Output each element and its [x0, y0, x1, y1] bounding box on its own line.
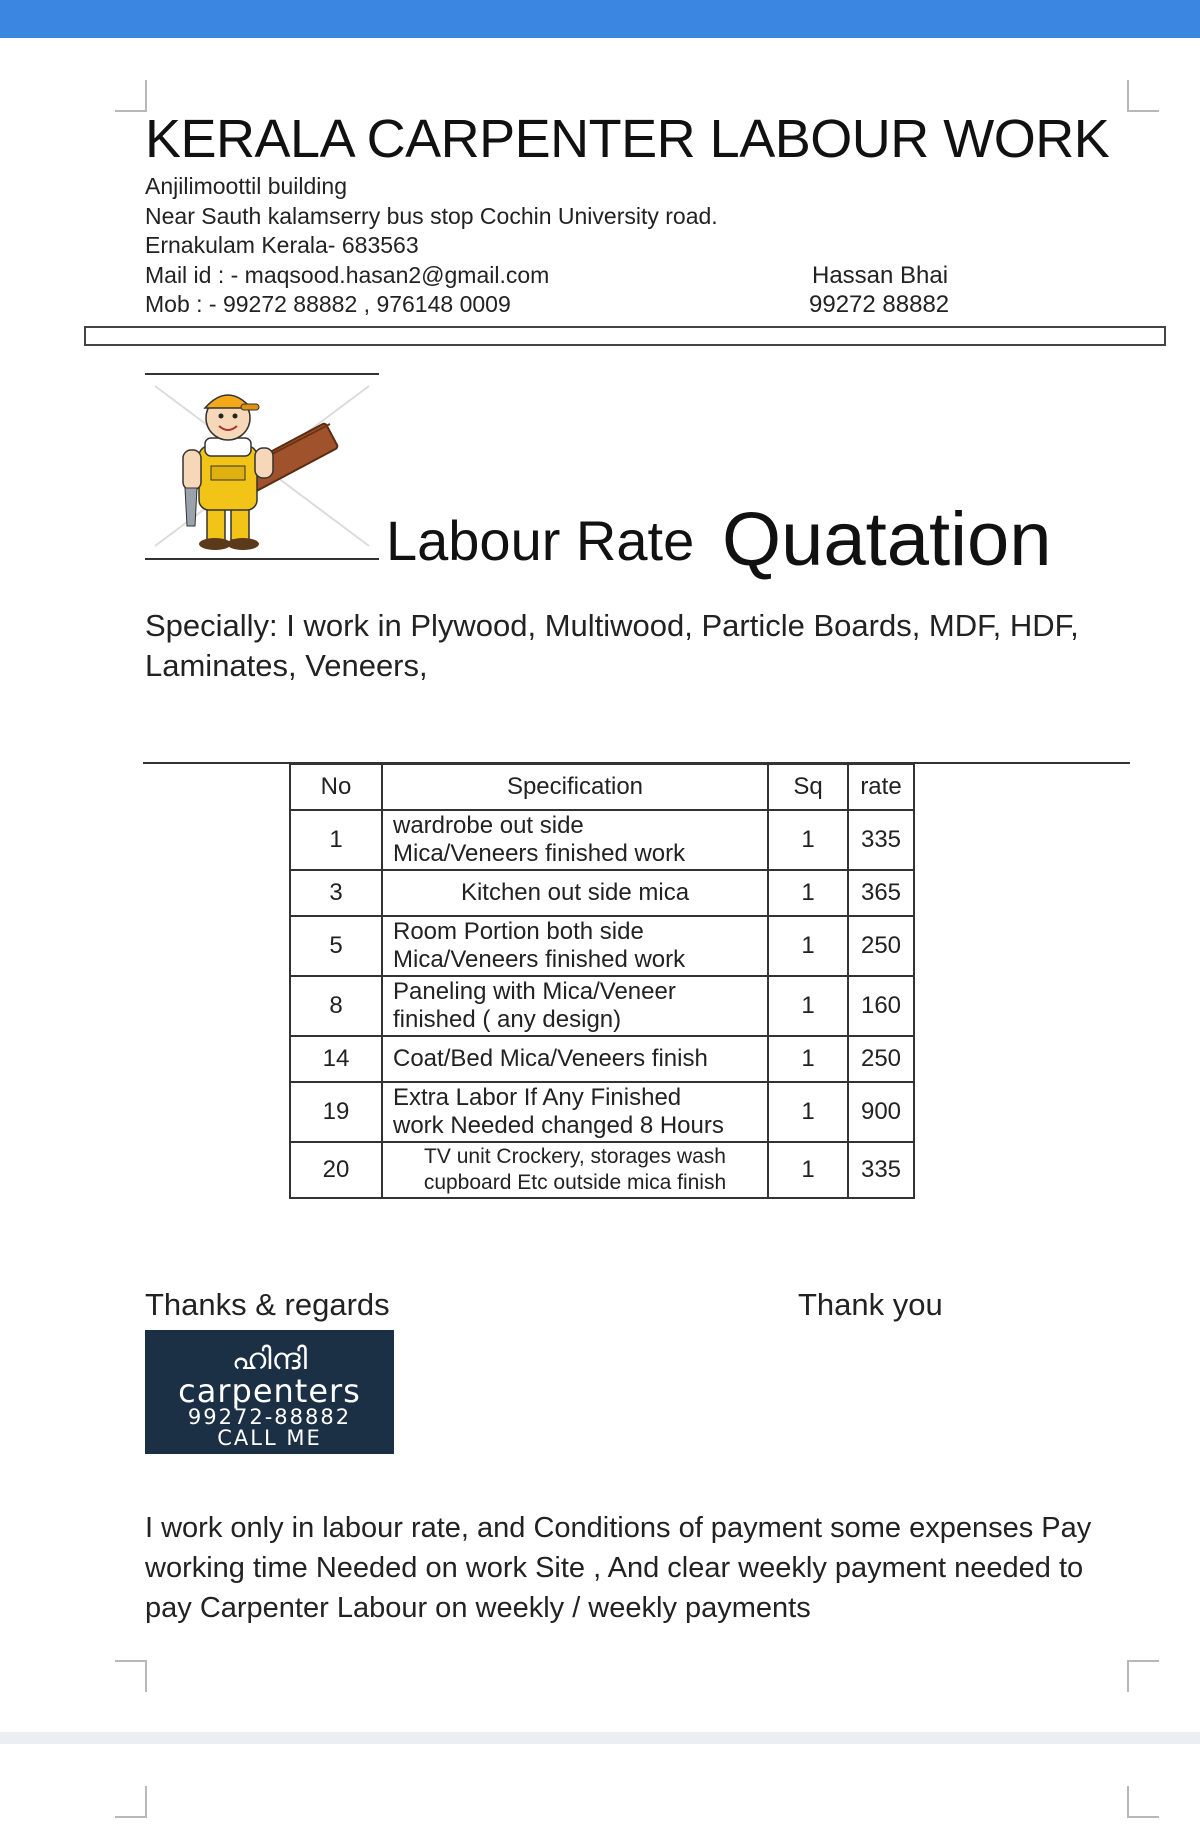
spec-line: Paneling with Mica/Veneer	[393, 978, 676, 1005]
address-line: Near Sauth kalamserry bus stop Cochin University road.	[145, 203, 718, 229]
cell-sq: 1	[768, 870, 848, 916]
header-divider-box	[84, 326, 1166, 346]
top-bar	[0, 0, 1200, 38]
cell-no: 3	[290, 870, 382, 916]
cell-rate: 335	[848, 1142, 914, 1198]
mobile-line: Mob : - 99272 88882 , 976148 0009	[145, 291, 511, 317]
column-header-sq: Sq	[768, 764, 848, 810]
table-row	[290, 1082, 914, 1142]
table-header-row	[290, 764, 914, 810]
email-line: Mail id : - maqsood.hasan2@gmail.com	[145, 262, 550, 288]
cell-sq: 1	[768, 976, 848, 1036]
logo-top-line	[145, 373, 379, 375]
specialty-statement: Specially: I work in Plywood, Multiwood, Particle Boards, MDF, HDF, Laminates, Veneers,	[145, 608, 1079, 683]
thanks-regards: Thanks & regards	[145, 1287, 390, 1322]
cell-rate: 335	[848, 810, 914, 870]
cell-rate: 365	[848, 870, 914, 916]
page-corner-mark	[115, 80, 147, 112]
logo-bottom-line	[145, 558, 379, 560]
cell-specification	[382, 1036, 768, 1082]
carpenter-illustration	[145, 376, 379, 556]
cell-specification	[382, 976, 768, 1036]
cell-no: 5	[290, 916, 382, 976]
thank-you: Thank you	[798, 1287, 943, 1322]
cell-rate: 900	[848, 1082, 914, 1142]
page-corner-mark	[1127, 1786, 1159, 1818]
cell-specification	[382, 1142, 768, 1198]
rate-table	[289, 763, 915, 1199]
spec-line: TV unit Crockery, storages wash	[424, 1145, 726, 1168]
spec-line: Mica/Veneers finished work	[393, 840, 686, 867]
spec-line: finished ( any design)	[393, 1006, 622, 1033]
address-line: Anjilimoottil building	[145, 173, 347, 199]
table-row	[290, 870, 914, 916]
address-line: Ernakulam Kerala- 683563	[145, 232, 419, 258]
cell-rate: 250	[848, 916, 914, 976]
page-corner-mark	[1127, 80, 1159, 112]
spec-line: Mica/Veneers finished work	[393, 946, 686, 973]
column-header-no: No	[290, 764, 382, 810]
cell-no: 1	[290, 810, 382, 870]
stamp-call-me: CALL ME	[217, 1426, 322, 1450]
payment-conditions-note: I work only in labour rate, and Conditions of payment some expenses Pay working time Needed on work Site , And clear weekly payment needed to pay Carpenter Labour on weekly / weekly payments	[145, 1512, 1092, 1624]
column-header-rate: rate	[848, 764, 914, 810]
cell-sq: 1	[768, 810, 848, 870]
subtitle-labour-rate: Labour Rate	[386, 509, 695, 572]
spec-line: work Needed changed 8 Hours	[393, 1112, 724, 1139]
carpenters-stamp-logo	[145, 1330, 394, 1454]
cell-specification	[382, 810, 768, 870]
spec-line: wardrobe out side	[393, 812, 584, 839]
spec-line: Kitchen out side mica	[460, 879, 690, 906]
subtitle-quatation: Quatation	[722, 497, 1052, 582]
cell-specification	[382, 916, 768, 976]
stamp-malayalam-text: ഹിന്ദി	[231, 1342, 308, 1377]
column-header-specification: Specification	[382, 764, 768, 810]
cell-rate: 250	[848, 1036, 914, 1082]
cell-no: 8	[290, 976, 382, 1036]
cell-specification	[382, 1082, 768, 1142]
cell-sq: 1	[768, 1142, 848, 1198]
spec-line: Room Portion both side	[393, 918, 644, 945]
cell-sq: 1	[768, 1082, 848, 1142]
spec-line: Coat/Bed Mica/Veneers finish	[393, 1045, 708, 1072]
stamp-phone: 99272-88882	[187, 1405, 352, 1429]
cell-no: 20	[290, 1142, 382, 1198]
stamp-name: carpenters	[178, 1372, 361, 1410]
cell-no: 14	[290, 1036, 382, 1082]
page-corner-mark	[1127, 1660, 1159, 1692]
spec-line: cupboard Etc outside mica finish	[423, 1171, 727, 1194]
page-break-gap	[0, 1732, 1200, 1744]
cell-sq: 1	[768, 1036, 848, 1082]
document-title: KERALA CARPENTER LABOUR WORK	[145, 109, 1110, 169]
table-row	[290, 1142, 914, 1198]
page-corner-mark	[115, 1660, 147, 1692]
cell-specification	[382, 870, 768, 916]
contact-name: Hassan Bhai	[812, 262, 949, 289]
cell-sq: 1	[768, 916, 848, 976]
table-row	[290, 810, 914, 870]
table-row	[290, 916, 914, 976]
contact-phone: 99272 88882	[809, 291, 950, 318]
spec-line: Extra Labor If Any Finished	[393, 1084, 682, 1111]
table-row	[290, 1036, 914, 1082]
cell-no: 19	[290, 1082, 382, 1142]
cell-rate: 160	[848, 976, 914, 1036]
page-corner-mark	[115, 1786, 147, 1818]
table-row	[290, 976, 914, 1036]
